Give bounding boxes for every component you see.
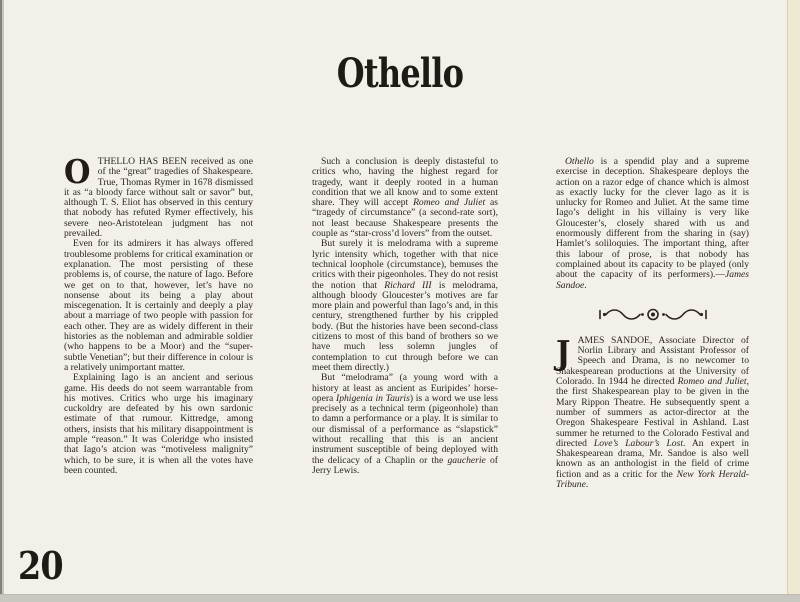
text-run: But surely it is melodrama with a supreme lyric intensity which, together with that nice technical loophole (circumstance), bemuses the critics with their pigeonholes. They do not resist the notion that: [312, 238, 498, 291]
text-run: as “tragedy of circumstance” (a second-rate sort), not least because Shakespeare presents the couple as “star-cross’d lovers” from the outset.: [312, 197, 498, 240]
text-run: . An expert in Shakespearean drama, Mr. Sandoe is also well known as an anthologist in the field of crime fiction and as a critic for the: [556, 437, 749, 480]
paragraph: [312, 157, 498, 239]
text-run: AMES SANDOE, Associate Director of Norlin Library and Assistant Professor of Speech and Drama, is no newcomer to Shakespearean productions at the University of Colorado. In 1944 he directed: [556, 334, 749, 388]
text-run: Even for its admirers it has always offered troublesome problems for critical examination or explanation. The most persisting of these problems is, of course, the nature of Iago. Before we get on to that, however, let’s have no nonsense about its being a play about miscegenation. It is certainly and deeply a play about a marriage of two people with passion for each other. They are as widely different in their histories as the nobleman and admirable soldier (who happens to be a Moor) and the “super-subtle Venetian”; but their difference in colour is a relatively unimportant matter.: [64, 238, 253, 373]
text-run: is melodrama, although bloody Gloucester’s motives are far more plain and powerful than Iago’s and, in this century, strengthened further by his crippled body. (But the histories have been second-class citizens to most of this band of brothers so we have much less solemn jungles of contemplation to cut through before we can meet them directly.): [312, 279, 498, 373]
text-run: .: [585, 479, 589, 491]
scroll-flourish-icon: [597, 307, 709, 322]
bottom-scan-edge: [0, 594, 800, 602]
italic-text-run: Othello: [565, 156, 594, 167]
text-column-1: [64, 152, 253, 476]
italic-text-run: Iphigenia in Tauris: [336, 392, 410, 404]
text-run: Such a conclusion is deeply distasteful to critics who, having the highest regard for tragedy, want it deeply rooted in a human condition that we all know and to some extent share. They will accept: [312, 156, 498, 209]
text-run: is a spendid play and a supreme exercise in deception. Shakespeare deploys the action on a razor edge of chance which is almost as exactly lucky for the clever Iago as it is unlucky for Romeo and Juliet. At the same time Iago’s delight in his villainy is very like Gloucester’s, closely shared with us and enormously different from the sharing in (say) Hamlet’s soliloquies. The important thing, after this labour of prose, is that nobody has complained about its capacity to be played (only about the capacity of its performers).—: [556, 156, 749, 281]
italic-text-run: New York Herald-Tribune: [556, 468, 749, 491]
italic-text-run: Love’s Labour’s Lost: [593, 437, 684, 449]
paragraph: [64, 239, 253, 373]
text-run: ) is a word we use less precisely as a technical term (pigeonhole) than to damn a performance or a play. It is similar to our dismissal of a performance as “slapstick” without recalling that this is an ancient instrument susceptible of being deployed with the delicacy of a Chaplin or the: [312, 392, 498, 466]
italic-text-run: Romeo and Juliet: [413, 197, 486, 209]
paragraph: [312, 373, 498, 476]
paragraph: [312, 239, 498, 373]
italic-text-run: Richard III: [384, 279, 432, 291]
text-run: But “melodrama” (a young word with a history at least as ancient as Euripides’ horse-opera: [312, 372, 498, 404]
section-divider: [556, 307, 749, 322]
italic-text-run: Romeo and Juliet: [677, 376, 747, 388]
text-run: .: [584, 279, 587, 291]
text-column-2: [312, 157, 498, 476]
text-run: of Jerry Lewis.: [312, 454, 499, 476]
italic-text-run: James Sandoe: [556, 269, 749, 291]
text-run: THELLO HAS BEEN received as one of the “great” tragedies of Shakespeare. True, Thomas Rymer in 1678 dismissed it as “a bloody farce without salt or savor” but, although T. S. Eliot has observed in this century that nobody has refuted Rymer effectively, his severe neo-Aristotelean judgment has not prevailed.: [64, 156, 253, 240]
paragraph: [556, 157, 749, 291]
italic-text-run: gaucherie: [447, 454, 486, 466]
text-run: , the first Shakespearean play to be given in the Mary Rippon Theatre. He subsequently spent a number of summers as actor-director at the Oregon Shakespeare Festival in Ashland. Last summer he returned to the Colorado Festival and directed: [556, 376, 749, 449]
text-column-3: [556, 157, 749, 490]
paragraph: [64, 152, 253, 240]
text-run: Explaining Iago is an ancient and serious game. His deeds do not seem warrantable from his motives. Critics who urge his imaginary cuckoldry are defeated by his own sardonic estimate of that rumour. Kittredge, among others, insists that his military disappointment is ample “reason.” It was Coleridge who insisted that Iago’s atcion was “motiveless malignity” which, to be sure, it is when all the votes have been counted.: [64, 372, 253, 476]
drop-cap: O: [64, 152, 91, 191]
drop-cap: J: [556, 332, 571, 372]
paragraph: [556, 332, 749, 491]
paragraph: [64, 373, 253, 476]
page-title: Othello: [336, 50, 464, 97]
page-number: 20: [18, 543, 63, 588]
